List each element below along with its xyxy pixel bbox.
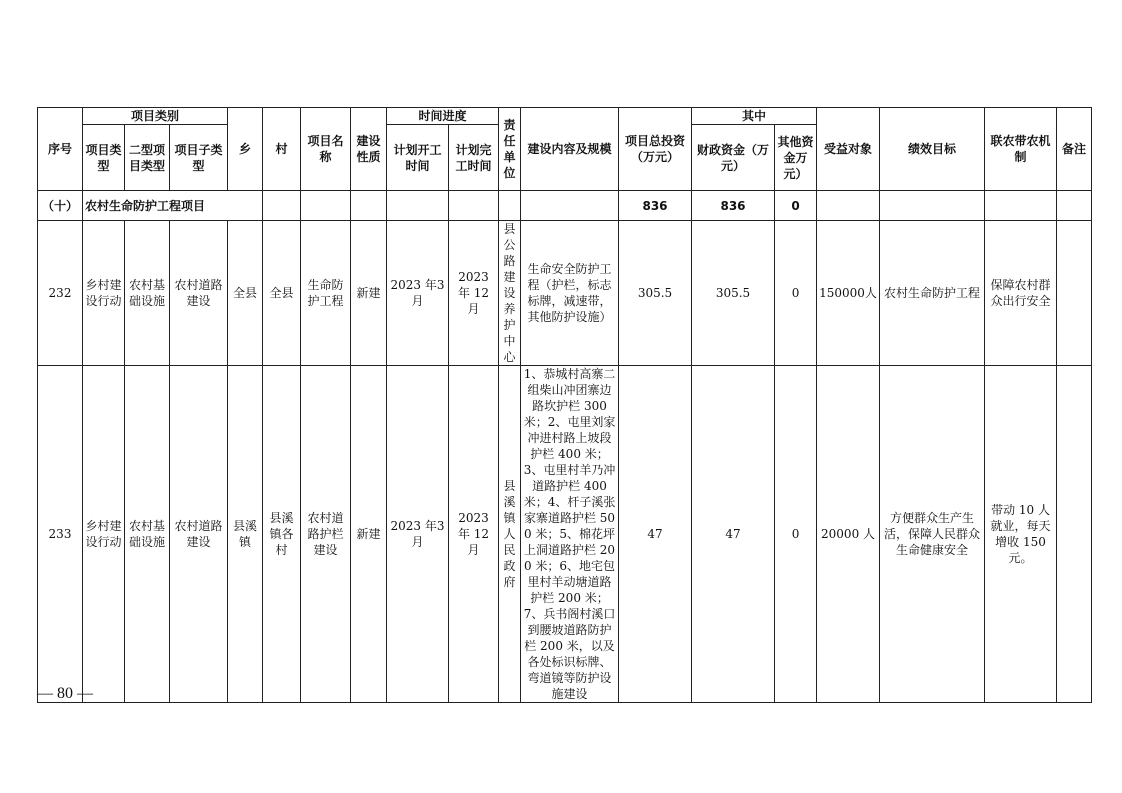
header-beneficiaries: 受益对象 (817, 108, 880, 191)
row-construction-nature: 新建 (351, 221, 387, 366)
header-category-group: 项目类别 (83, 108, 228, 125)
header-of-which: 其中 (692, 108, 817, 125)
row-total-investment: 47 (619, 366, 692, 703)
header-content-scale: 建设内容及规模 (521, 108, 619, 191)
header-remarks: 备注 (1057, 108, 1092, 191)
table-cell (499, 191, 521, 221)
row-performance-goal: 农村生命防护工程 (880, 221, 985, 366)
row-other-funds: 0 (775, 366, 817, 703)
header-project-name: 项目名称 (301, 108, 351, 191)
row-farmer-mechanism: 带动 10 人就业，每天增收 150 元。 (985, 366, 1057, 703)
row-planned-start: 2023 年3月 (387, 221, 449, 366)
header-project-type: 项目类型 (83, 125, 125, 191)
header-construction-nature: 建设性质 (351, 108, 387, 191)
table-cell (817, 191, 880, 221)
header-township: 乡 (228, 108, 263, 191)
header-planned-start: 计划开工时间 (387, 125, 449, 191)
section-row (38, 191, 1092, 221)
row-construction-nature: 新建 (351, 366, 387, 703)
table-cell (880, 191, 985, 221)
row-beneficiaries: 150000人 (817, 221, 880, 366)
section-total-investment: 836 (619, 191, 692, 221)
row-farmer-mechanism: 保障农村群众出行安全 (985, 221, 1057, 366)
header-seq: 序号 (38, 108, 83, 191)
header-village: 村 (263, 108, 301, 191)
table-cell (263, 191, 301, 221)
row-village: 县溪镇各村 (263, 366, 301, 703)
header-other-funds: 其他资金万元） (775, 125, 817, 191)
section-other-funds: 0 (775, 191, 817, 221)
row-planned-end: 2023 年 12 月 (449, 366, 499, 703)
table-row (38, 221, 1092, 366)
project-table (37, 107, 1092, 703)
section-name: 农村生命防护工程项目 (83, 191, 263, 221)
row-content-scale: 生命安全防护工程（护栏，标志标牌，减速带，其他防护设施） (521, 221, 619, 366)
row-project-type: 乡村建设行动 (83, 366, 125, 703)
table-cell (1057, 191, 1092, 221)
table-cell (521, 191, 619, 221)
row-responsible-unit: 县溪镇人民政府 (499, 366, 521, 703)
row-village: 全县 (263, 221, 301, 366)
row-total-investment: 305.5 (619, 221, 692, 366)
header-row-1 (38, 108, 1092, 125)
section-fiscal-funds: 836 (692, 191, 775, 221)
page-number: — 80 — (37, 685, 93, 702)
row-performance-goal: 方便群众生产生活，保障人民群众生命健康安全 (880, 366, 985, 703)
row-fiscal-funds: 305.5 (692, 221, 775, 366)
row-project-type: 乡村建设行动 (83, 221, 125, 366)
header-fiscal-funds: 财政资金（万元） (692, 125, 775, 191)
row-sub-type: 农村道路建设 (170, 221, 228, 366)
row-seq: 232 (38, 221, 83, 366)
table-cell (351, 191, 387, 221)
row-responsible-unit: 县公路建设养护中心 (499, 221, 521, 366)
row-secondary-type: 农村基础设施 (125, 221, 170, 366)
row-remarks (1057, 221, 1092, 366)
row-other-funds: 0 (775, 221, 817, 366)
row-beneficiaries: 20000 人 (817, 366, 880, 703)
section-seq: （十） (38, 191, 83, 221)
row-planned-end: 2023 年 12 月 (449, 221, 499, 366)
row-secondary-type: 农村基础设施 (125, 366, 170, 703)
header-total-investment: 项目总投资（万元） (619, 108, 692, 191)
row-planned-start: 2023 年3月 (387, 366, 449, 703)
table-cell (301, 191, 351, 221)
row-project-name: 生命防护工程 (301, 221, 351, 366)
row-sub-type: 农村道路建设 (170, 366, 228, 703)
header-performance-goal: 绩效目标 (880, 108, 985, 191)
row-township: 全县 (228, 221, 263, 366)
row-township: 县溪镇 (228, 366, 263, 703)
table-cell (985, 191, 1057, 221)
row-seq: 233 (38, 366, 83, 703)
header-responsible-unit: 责任单位 (499, 108, 521, 191)
header-time-group: 时间进度 (387, 108, 499, 125)
row-content-scale: 1、恭城村高寨二组柴山冲团寨边路坎护栏 300 米；2、屯里刘家冲进村路上坡段护栏 400 米；3、屯里村羊乃冲道路护栏 400 米；4、杆子溪张家寨道路护栏 500 米；5、棉花坪上洞道路护栏 200 米；6、地宅包里村羊动塘道路护栏 200 米；7、兵书阁村溪口到腰坡道路防护栏 200 米，以及各处标识标牌、弯道镜等防护设施建设 (521, 366, 619, 703)
header-planned-end: 计划完工时间 (449, 125, 499, 191)
header-sub-type: 项目子类型 (170, 125, 228, 191)
row-fiscal-funds: 47 (692, 366, 775, 703)
table-cell (449, 191, 499, 221)
header-secondary-type: 二型项目类型 (125, 125, 170, 191)
table-row (38, 366, 1092, 703)
table-cell (387, 191, 449, 221)
row-remarks (1057, 366, 1092, 703)
header-farmer-mechanism: 联农带农机制 (985, 108, 1057, 191)
row-project-name: 农村道路护栏建设 (301, 366, 351, 703)
